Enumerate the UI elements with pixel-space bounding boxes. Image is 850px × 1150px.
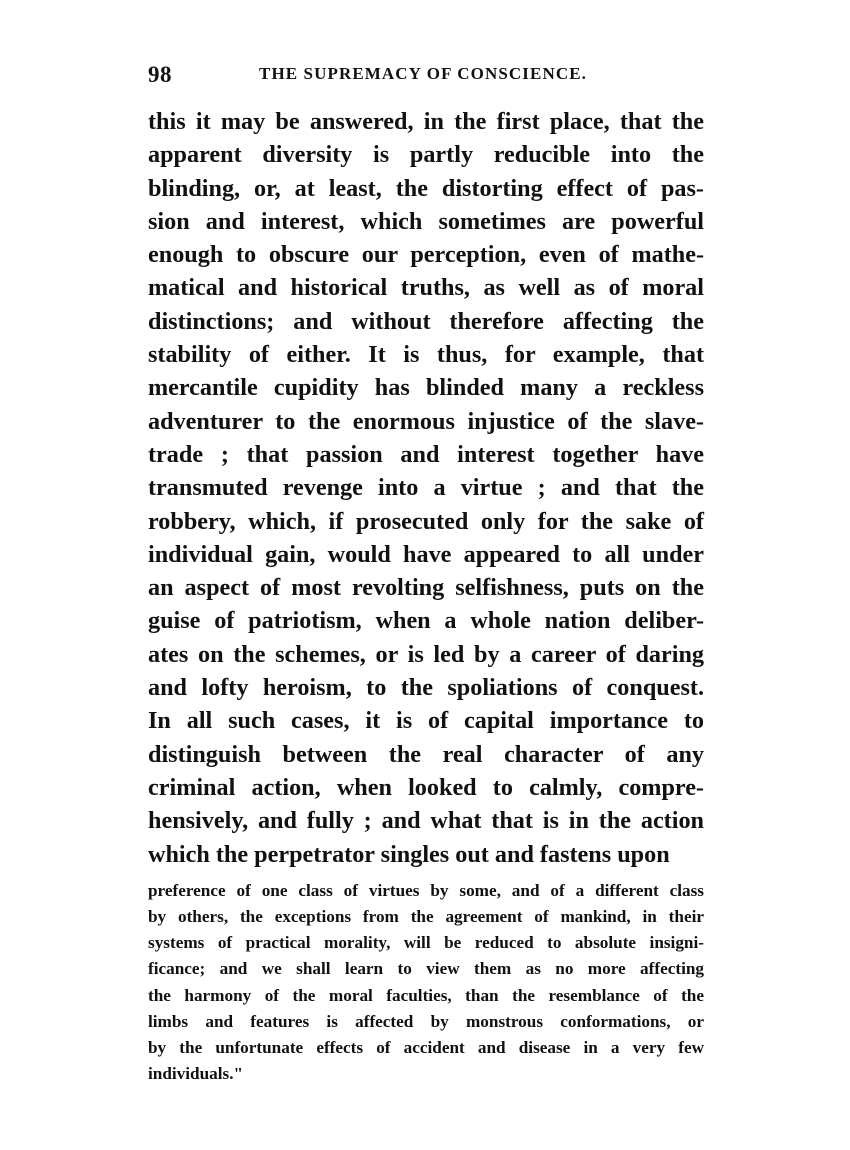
text-line: blinding, or, at least, the distorting effect of pas- bbox=[148, 174, 704, 202]
text-line: In all such cases, it is of capital importance to bbox=[148, 707, 704, 735]
footnote-line: the harmony of the moral faculties, than the resemblance of the bbox=[148, 985, 704, 1005]
text-line: trade ; that passion and interest together have bbox=[148, 440, 704, 468]
running-title: THE SUPREMACY OF CONSCIENCE. bbox=[259, 64, 588, 83]
page-number: 98 bbox=[148, 62, 172, 87]
text-line: an aspect of most revolting selfishness, puts on the bbox=[148, 574, 704, 602]
text-line: enough to obscure our perception, even of mathe- bbox=[148, 241, 704, 269]
text-line: transmuted revenge into a virtue ; and that the bbox=[148, 474, 704, 502]
text-line: this it may be answered, in the first place, that the bbox=[148, 108, 704, 135]
footnote-line: by the unfortunate effects of accident and disease in a very few bbox=[148, 1037, 704, 1057]
footnote-line: systems of practical morality, will be reduced to absolute insigni- bbox=[148, 933, 704, 953]
text-line: mercantile cupidity has blinded many a reckless bbox=[148, 374, 704, 402]
text-line: individual gain, would have appeared to all under bbox=[148, 540, 704, 568]
text-line: robbery, which, if prosecuted only for the sake of bbox=[148, 507, 704, 535]
text-line: stability of either. It is thus, for example, that bbox=[148, 341, 704, 369]
footnote-line: limbs and features is affected by monstrous conformations, or bbox=[148, 1011, 704, 1031]
text-line: which the perpetrator singles out and fastens upon bbox=[148, 840, 670, 868]
text-line: ates on the schemes, or is led by a career of daring bbox=[148, 640, 704, 668]
footnote-line: ficance; and we shall learn to view them as no more affecting bbox=[148, 959, 704, 979]
text-line: sion and interest, which sometimes are powerful bbox=[148, 207, 704, 235]
footnote-line: by others, the exceptions from the agreement of mankind, in their bbox=[148, 907, 704, 927]
footnote-line: preference of one class of virtues by some, and of a different class bbox=[148, 880, 704, 900]
text-line: apparent diversity is partly reducible into the bbox=[148, 141, 704, 169]
text-line: matical and historical truths, as well as of moral bbox=[148, 274, 704, 302]
text-line: hensively, and fully ; and what that is in the action bbox=[148, 807, 704, 835]
text-line: distinguish between the real character of any bbox=[148, 740, 704, 768]
text-line: criminal action, when looked to calmly, compre- bbox=[148, 773, 704, 801]
text-line: distinctions; and without therefore affecting the bbox=[148, 307, 704, 335]
book-page bbox=[148, 62, 704, 1087]
footnote-line: individuals." bbox=[148, 1064, 244, 1084]
text-line: and lofty heroism, to the spoliations of conquest. bbox=[148, 674, 704, 702]
footnote bbox=[148, 878, 704, 1088]
text-line: adventurer to the enormous injustice of the slave- bbox=[148, 407, 704, 435]
text-line: guise of patriotism, when a whole nation deliber- bbox=[148, 607, 704, 635]
running-head bbox=[148, 62, 704, 98]
body-text bbox=[148, 105, 704, 871]
